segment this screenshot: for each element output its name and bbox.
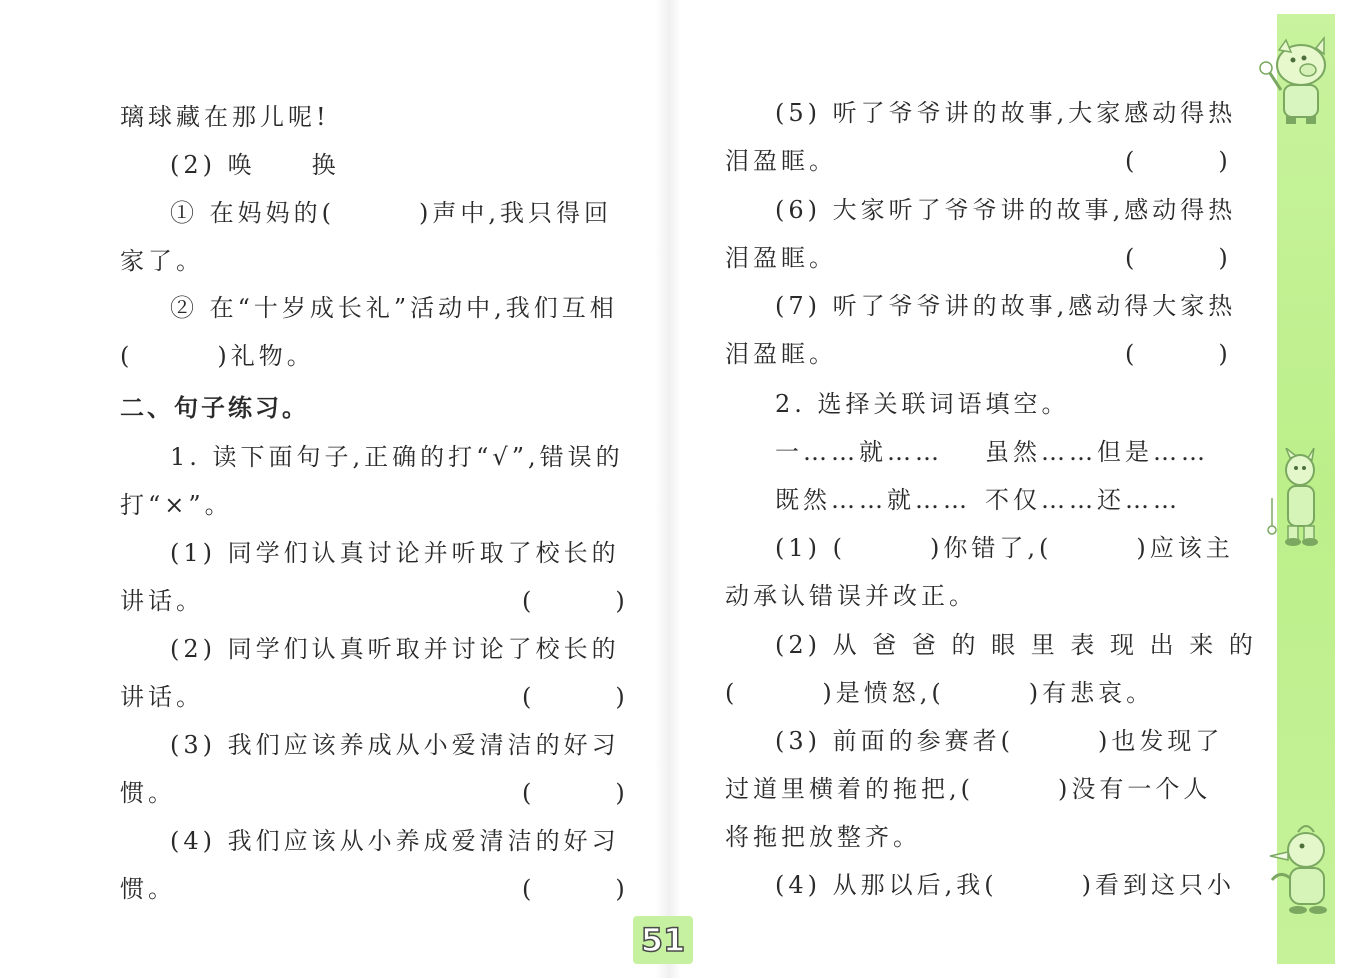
- sentence-item: 讲话。: [120, 683, 204, 711]
- answer-blank: ( ): [522, 779, 655, 807]
- sentence-item: (1) 同学们认真讨论并听取了校长的: [170, 539, 620, 567]
- fill-item: ( )是愤怒,( )有悲哀。: [725, 679, 1155, 707]
- sentence-item: 泪盈眶。: [725, 340, 837, 368]
- duck-mascot-icon: [1262, 820, 1337, 920]
- fill-item: (1) ( )你错了,( )应该主: [775, 534, 1234, 562]
- fill-item: 动承认错误并改正。: [725, 582, 977, 610]
- sentence-item: 泪盈眶。: [725, 147, 837, 175]
- item-title: (2) 唤 换: [170, 151, 340, 179]
- fill-item: 将拖把放整齐。: [725, 823, 921, 851]
- text-line: 璃球藏在那儿呢!: [120, 103, 330, 131]
- wolf-mascot-icon: [1262, 448, 1332, 548]
- sentence-item: (6) 大家听了爷爷讲的故事,感动得热: [775, 196, 1237, 224]
- conjunction-option: 一……就……: [775, 438, 943, 466]
- pig-mascot-icon: [1246, 30, 1336, 130]
- text-line: ( )礼物。: [120, 342, 315, 370]
- sentence-item: 讲话。: [120, 587, 204, 615]
- exercise-title: 2. 选择关联词语填空。: [775, 390, 1070, 418]
- sentence-item: (4) 我们应该从小养成爱清洁的好习: [170, 827, 620, 855]
- answer-blank: ( ): [522, 683, 655, 711]
- text-line: ② 在“十岁成长礼”活动中,我们互相: [170, 294, 618, 322]
- book-gutter: [655, 0, 681, 978]
- text-line: 打“×”。: [120, 491, 233, 519]
- fill-item: (2) 从 爸 爸 的 眼 里 表 现 出 来 的: [775, 631, 1257, 659]
- fill-item: (4) 从那以后,我( )看到这只小: [775, 871, 1235, 899]
- answer-blank: ( ): [1125, 147, 1258, 175]
- fill-item: 过道里横着的拖把,( )没有一个人: [725, 775, 1212, 803]
- text-line: ① 在妈妈的( )声中,我只得回: [170, 199, 612, 227]
- page-number: 51: [633, 916, 693, 964]
- section-heading: 二、句子练习。: [120, 394, 309, 422]
- sentence-item: (7) 听了爷爷讲的故事,感动得大家热: [775, 292, 1237, 320]
- conjunction-option: 不仅……还……: [985, 486, 1181, 514]
- text-line: 家了。: [120, 247, 204, 275]
- sentence-item: 惯。: [120, 779, 176, 807]
- sentence-item: 惯。: [120, 875, 176, 903]
- text-line: 1. 读下面句子,正确的打“√”,错误的: [170, 443, 624, 471]
- answer-blank: ( ): [522, 587, 655, 615]
- sentence-item: (3) 我们应该养成从小爱清洁的好习: [170, 731, 620, 759]
- fill-item: (3) 前面的参赛者( )也发现了: [775, 727, 1224, 755]
- answer-blank: ( ): [1125, 244, 1258, 272]
- sentence-item: 泪盈眶。: [725, 244, 837, 272]
- answer-blank: ( ): [1125, 340, 1258, 368]
- answer-blank: ( ): [522, 875, 655, 903]
- conjunction-option: 既然……就……: [775, 486, 971, 514]
- conjunction-option: 虽然……但是……: [985, 438, 1209, 466]
- sentence-item: (5) 听了爷爷讲的故事,大家感动得热: [775, 99, 1237, 127]
- sentence-item: (2) 同学们认真听取并讨论了校长的: [170, 635, 620, 663]
